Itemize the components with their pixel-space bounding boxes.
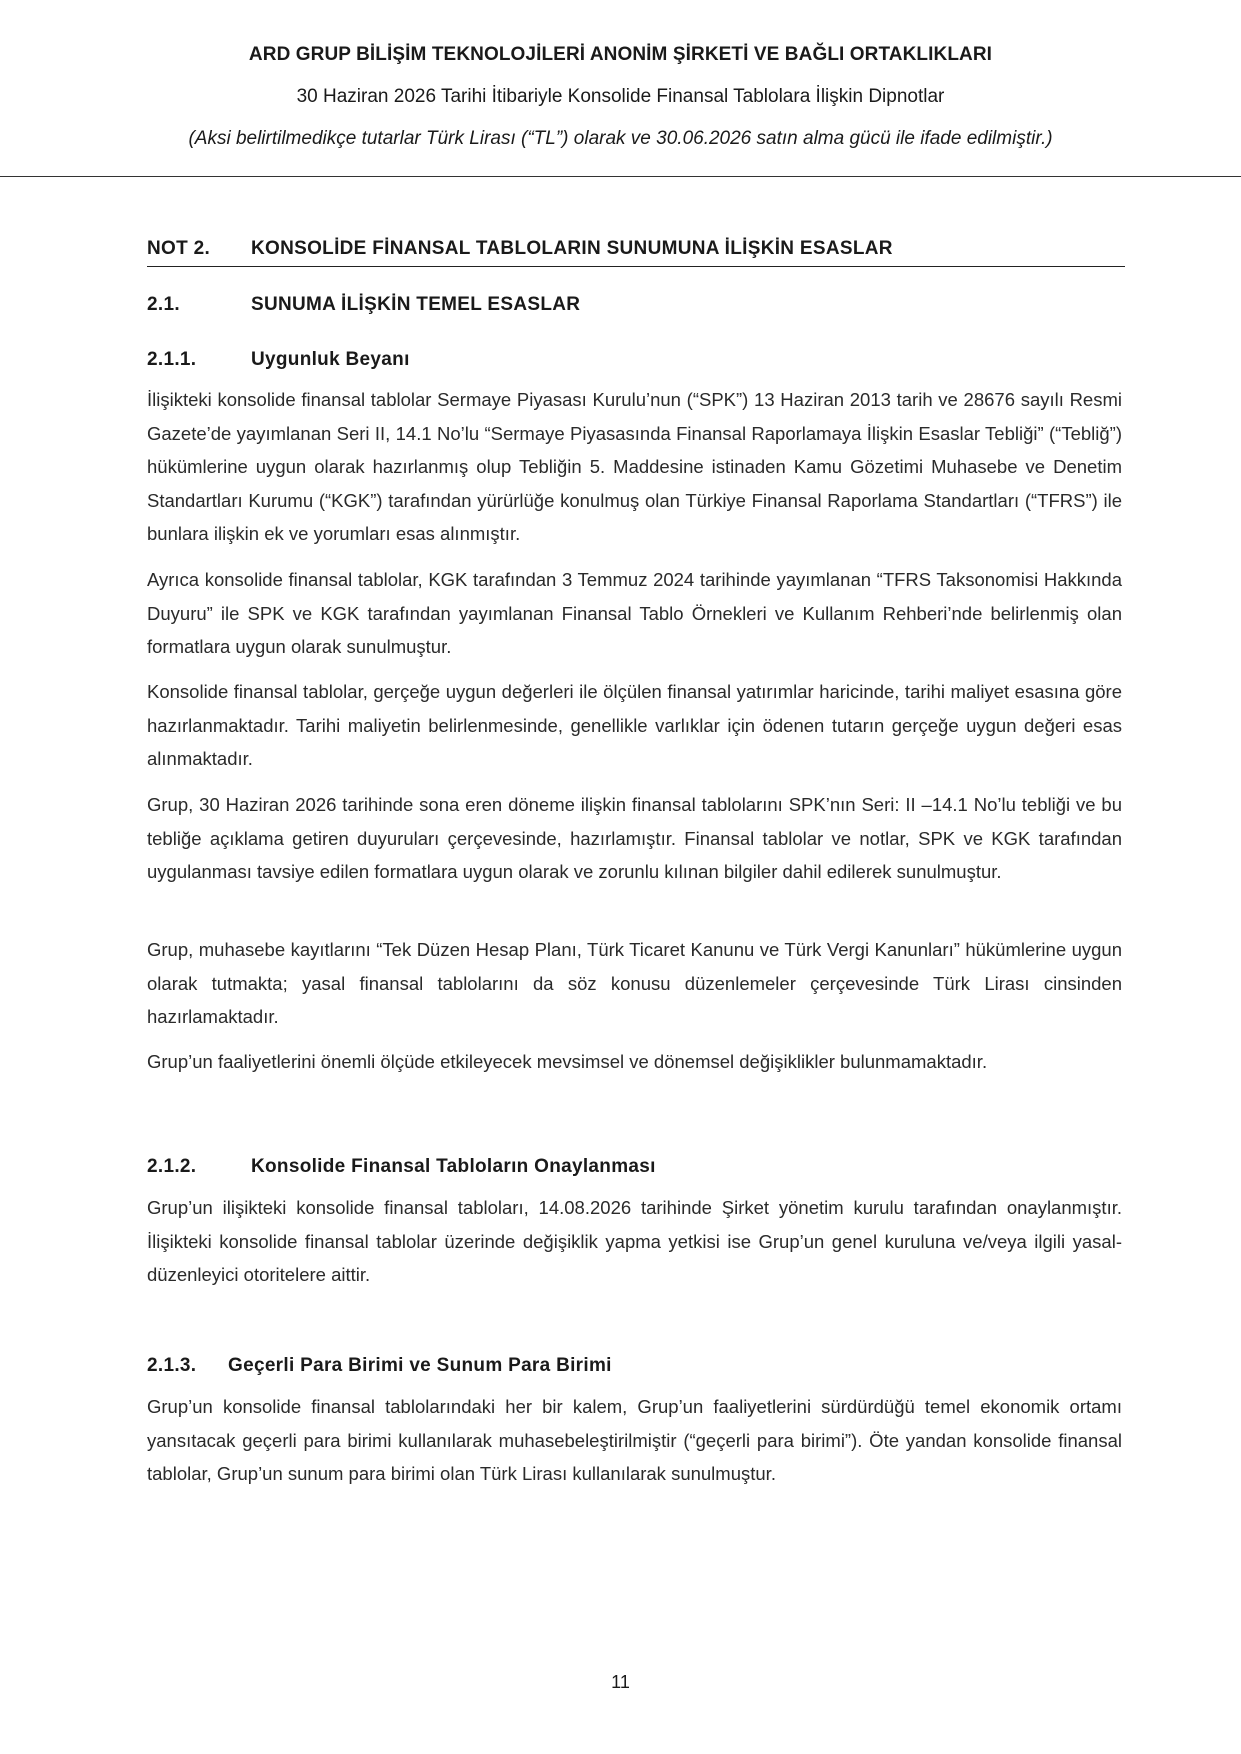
note-number: NOT 2. (147, 238, 211, 259)
note-heading-rule (147, 266, 1125, 267)
section-2-1-1-title: Uygunluk Beyanı (251, 349, 410, 370)
paragraph-approval: Grup’un ilişikteki konsolide finansal tabloları, 14.08.2026 tarihinde Şirket yönetim kurulu tarafından onaylanmıştır. İlişikteki konsolide finansal tablolar üzerinde değişiklik yapma yetkisi ise Grup’un genel kuruluna ve/veya ilgili yasal-düzenleyici otoritelere aittir. (147, 1197, 1122, 1285)
section-2-1-2-number: 2.1.2. (147, 1156, 197, 1177)
section-2-1-number: 2.1. (147, 294, 180, 315)
company-name: ARD GRUP BİLİŞİM TEKNOLOJİLERİ ANONİM ŞİRKETİ VE BAĞLI ORTAKLIKLARI (248, 44, 993, 65)
paragraph-compliance-3: Konsolide finansal tablolar, gerçeğe uygun değerleri ile ölçülen finansal yatırımlar haricinde, tarihi maliyet esasına göre hazırlanmaktadır. Tarihi maliyetin belirlenmesinde, genellikle varlıklar için ödenen tutarın gerçeğe uygun değeri esas alınmaktadır. (147, 681, 1122, 769)
note-title: KONSOLİDE FİNANSAL TABLOLARIN SUNUMUNA İLİŞKİN ESASLAR (251, 238, 893, 259)
paragraph-currency: Grup’un konsolide finansal tablolarındaki her bir kalem, Grup’un faaliyetlerini sürdürdüğü temel ekonomik ortamı yansıtacak geçerli para birimi kullanılarak muhasebeleştirilmiştir (“geçerli para birimi”). Öte yandan konsolide finansal tablolar, Grup’un sunum para birimi olan Türk Lirası kullanılarak sunulmuştur. (147, 1396, 1122, 1484)
section-2-1-1-number: 2.1.1. (147, 349, 197, 370)
page-header (0, 0, 1241, 177)
paragraph-compliance-1: İlişikteki konsolide finansal tablolar Sermaye Piyasası Kurulu’nun (“SPK”) 13 Haziran 2013 tarih ve 28676 sayılı Resmi Gazete’de yayımlanan Seri II, 14.1 No’lu “Sermaye Piyasasında Finansal Raporlamaya İlişkin Esaslar Tebliği” (“Tebliğ”) hükümlerine uygun olarak hazırlanmış olup Tebliğin 5. Maddesine istinaden Kamu Gözetimi Muhasebe ve Denetim Standartları Kurumu (“KGK”) tarafından yürürlüğe konulmuş olan Türkiye Finansal Raporlama Standartları (“TFRS”) ile bunlara ilişkin ek ve yorumları esas alınmıştır. (147, 389, 1122, 544)
section-2-1-2-title: Konsolide Finansal Tabloların Onaylanması (251, 1156, 656, 1177)
paragraph-compliance-4: Grup, 30 Haziran 2026 tarihinde sona eren döneme ilişkin finansal tablolarını SPK’nın Seri: II –14.1 No’lu tebliği ve bu tebliğe açıklama getiren duyuruları çerçevesinde, hazırlamıştır. Finansal tablolar ve notlar, SPK ve KGK tarafından uygulanması tavsiye edilen formatlara uygun olarak ve zorunlu kılınan bilgiler dahil edilerek sunulmuştur. (147, 794, 1122, 882)
paragraph-compliance-5: Grup, muhasebe kayıtlarını “Tek Düzen Hesap Planı, Türk Ticaret Kanunu ve Türk Vergi Kanunları” hükümlerine uygun olarak tutmakta; yasal finansal tablolarını da söz konusu düzenlemeler çerçevesinde Türk Lirası cinsinden hazırlamaktadır. (147, 939, 1122, 1027)
section-2-1-title: SUNUMA İLİŞKİN TEMEL ESASLAR (251, 294, 581, 315)
section-2-1-3-number: 2.1.3. (147, 1355, 197, 1376)
currency-note: (Aksi belirtilmedikçe tutarlar Türk Lirası (“TL”) olarak ve 30.06.2026 satın alma gücü ile ifade edilmiştir.) (188, 128, 1053, 149)
document-subtitle: 30 Haziran 2026 Tarihi İtibariyle Konsolide Finansal Tablolara İlişkin Dipnotlar (296, 86, 945, 107)
section-2-1-3-title: Geçerli Para Birimi ve Sunum Para Birimi (228, 1355, 612, 1376)
paragraph-compliance-2: Ayrıca konsolide finansal tablolar, KGK tarafından 3 Temmuz 2024 tarihinde yayımlanan “TFRS Taksonomisi Hakkında Duyuru” ile SPK ve KGK tarafından yayımlanan Finansal Tablo Örnekleri ve Kullanım Rehberi’nde belirlenmiş olan formatlara uygun olarak sunulmuştur. (147, 569, 1122, 657)
page-number: 11 (611, 1672, 630, 1692)
paragraph-compliance-6: Grup’un faaliyetlerini önemli ölçüde etkileyecek mevsimsel ve dönemsel değişiklikler bulunmamaktadır. (147, 1051, 988, 1072)
